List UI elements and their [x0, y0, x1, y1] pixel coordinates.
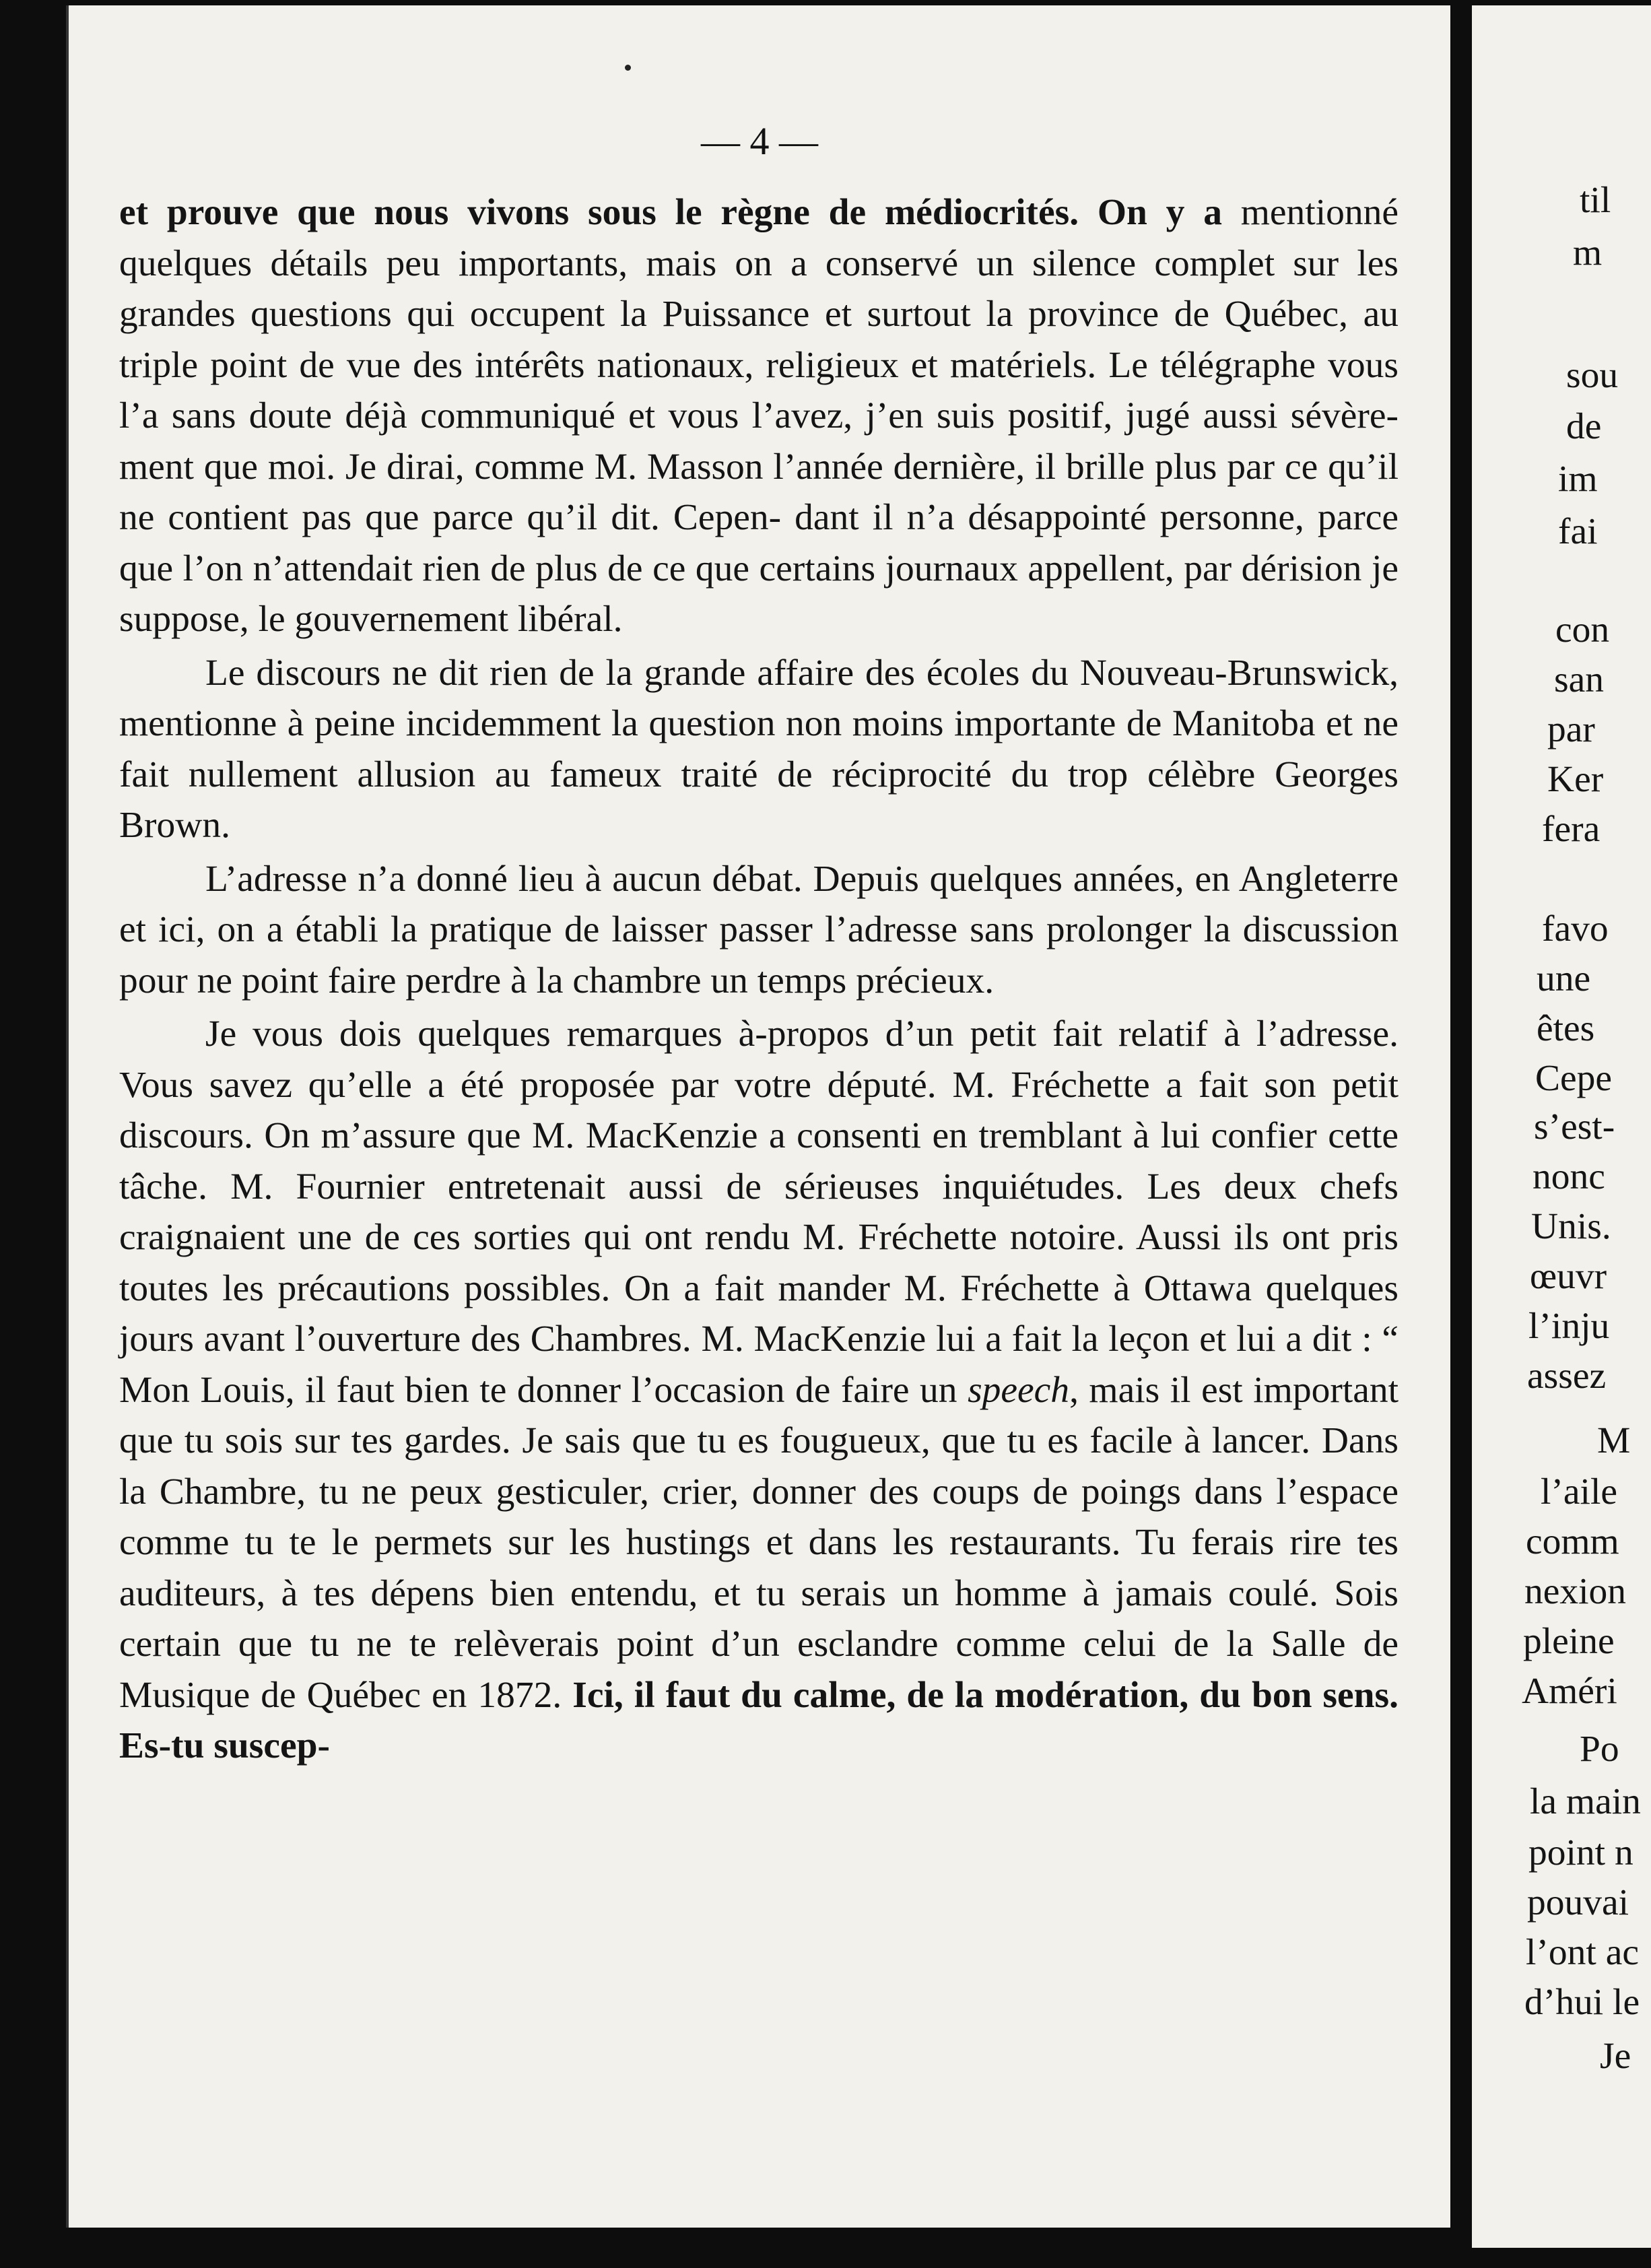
line: au fameux traité de réciprocité du trop célèbre Georges Brown.	[119, 754, 1399, 846]
right-fragment: pleine	[1523, 1621, 1615, 1662]
right-fragment: nonc	[1532, 1156, 1605, 1197]
right-fragment: fera	[1542, 809, 1601, 850]
line: notoire. Aussi ils ont pris toutes les précautions possibles. On a fait	[119, 1217, 1399, 1309]
paragraph-3	[119, 854, 1399, 1007]
right-fragment: assez	[1527, 1356, 1607, 1397]
right-fragment: favo	[1542, 908, 1609, 949]
line: crier, donner des coups de poings dans l’espace comme tu te le	[119, 1471, 1399, 1563]
left-page	[66, 5, 1450, 2228]
line: le gouvernement libéral.	[258, 599, 623, 640]
paragraph-2	[119, 648, 1399, 851]
right-fragment: d’hui le	[1524, 1982, 1640, 2023]
right-fragment: san	[1554, 659, 1604, 700]
line: mander M. Fréchette à Ottawa quelques jours avant l’ouverture	[119, 1267, 1399, 1360]
right-fragment: sou	[1566, 355, 1619, 396]
line: M. MacKenzie a consenti en tremblant à lui confier cette tâche.	[119, 1115, 1399, 1207]
line: permets sur les hustings et dans les restaurants. Tu ferais rire tes	[374, 1522, 1399, 1563]
italic-word: speech	[968, 1369, 1070, 1411]
right-fragment: la main	[1530, 1781, 1641, 1822]
line: mentionné quelques détails peu importants, mais on a conservé un	[119, 192, 1399, 284]
line: nationaux, religieux et matériels. Le télégraphe vous l’a sans doute	[119, 344, 1399, 436]
line: chefs craignaient une de ces sorties qui ont rendu M. Fréchette	[119, 1166, 1399, 1258]
right-fragment: par	[1547, 709, 1595, 750]
line: M. Fournier entretenait aussi de sérieuses inquiétudes. Les deux	[230, 1166, 1297, 1207]
right-fragment: comm	[1526, 1521, 1619, 1562]
line: député. M. Fréchette a fait son petit discours. On m’assure que	[119, 1064, 1399, 1156]
line: jamais coulé. Sois certain que tu ne te relèverais point d’un	[119, 1572, 1399, 1665]
right-fragment: im	[1558, 459, 1598, 500]
line: plus de ce que certains journaux appellent, par dérision je suppose,	[119, 547, 1399, 640]
line: relatif à l’adresse. Vous savez qu’elle a été proposée par votre	[119, 1013, 1399, 1106]
line: que tu es facile à lancer. Dans la Chambre, tu ne peux gesticuler,	[119, 1420, 1399, 1512]
right-page-edge	[1472, 5, 1651, 2248]
right-fragment: nexion	[1524, 1571, 1627, 1612]
right-fragment: M	[1597, 1420, 1631, 1461]
line: ment que moi. Je dirai, comme M. Masson l’année dernière, il	[119, 446, 1056, 488]
line: esclandre comme celui de la Salle de Musique de Québec en 1872.	[119, 1624, 1399, 1716]
line-continuation: , mais il est	[1069, 1369, 1243, 1411]
line: perdre à la chambre un temps précieux.	[405, 960, 995, 1001]
right-fragment: Je	[1600, 2036, 1631, 2077]
line: passer l’adresse sans prolonger la discussion pour ne point faire	[119, 909, 1399, 1001]
line: silence complet sur les grandes questions qui occupent la Puissance	[119, 242, 1399, 335]
line: Le discours ne dit rien de la grande affaire des écoles du	[205, 652, 1069, 694]
line: des Chambres. M. MacKenzie lui a fait la leçon et lui a dit : “ Mon	[119, 1319, 1399, 1411]
right-fragment: point n	[1528, 1832, 1633, 1873]
right-fragment: êtes	[1537, 1008, 1595, 1049]
line: important que tu sois sur tes gardes. Je sais que tu es fougueux,	[119, 1369, 1399, 1461]
line: Je vous dois quelques remarques à-propos d’un petit fait	[205, 1013, 1102, 1055]
line: Louis, il faut bien te donner l’occasion de faire un	[200, 1369, 957, 1411]
line: non moins importante de Manitoba et ne fait nullement allusion	[119, 703, 1399, 795]
right-fragment: Améri	[1522, 1671, 1617, 1712]
right-fragment: l’inju	[1528, 1306, 1610, 1347]
right-fragment: fai	[1558, 511, 1598, 552]
paragraph-1	[119, 187, 1399, 645]
body-text	[119, 187, 1399, 1774]
right-fragment: pouvai	[1527, 1882, 1629, 1923]
right-fragment: l’ont ac	[1526, 1932, 1639, 1973]
line: dant il n’a désappointé personne, parce que l’on n’attendait rien de	[119, 497, 1399, 589]
right-fragment: Cepe	[1535, 1058, 1613, 1099]
right-fragment: til	[1580, 180, 1611, 221]
right-fragment: de	[1566, 406, 1602, 447]
right-fragment: m	[1573, 232, 1603, 273]
right-fragment: l’aile	[1541, 1471, 1618, 1512]
right-fragment: Unis.	[1531, 1206, 1611, 1247]
line: brille plus par ce qu’il ne contient pas que parce qu’il dit. Cepen-	[119, 446, 1399, 538]
line: et surtout la province de Québec, au triple point de vue des intérêts	[119, 294, 1399, 386]
line: Nouveau-Brunswick, mentionne à peine incidemment la question	[119, 652, 1399, 744]
right-fragment: œuvr	[1530, 1256, 1607, 1297]
line: L’adresse n’a donné lieu à aucun débat. Depuis quelques	[205, 858, 1063, 900]
line: Ici, il faut du calme, de la modération, du bon sens. Es-tu suscep-	[119, 1674, 1399, 1766]
line: années, en Angleterre et ici, on a établi la pratique de laisser	[119, 858, 1399, 950]
ink-speck	[625, 65, 631, 71]
line: auditeurs, à tes dépens bien entendu, et tu serais un homme à	[119, 1572, 1100, 1614]
right-fragment: Ker	[1547, 759, 1604, 800]
page-number: — 4 —	[701, 119, 818, 163]
right-fragment: Po	[1580, 1729, 1619, 1770]
right-fragment: une	[1537, 958, 1591, 999]
right-fragment: s’est-	[1534, 1106, 1615, 1147]
line: déjà communiqué et vous l’avez, j’en suis positif, jugé aussi sévère-	[345, 395, 1399, 436]
paragraph-4	[119, 1009, 1399, 1772]
right-fragment: con	[1555, 609, 1610, 651]
line: et prouve que nous vivons sous le règne de médiocrités. On y a	[119, 192, 1222, 233]
